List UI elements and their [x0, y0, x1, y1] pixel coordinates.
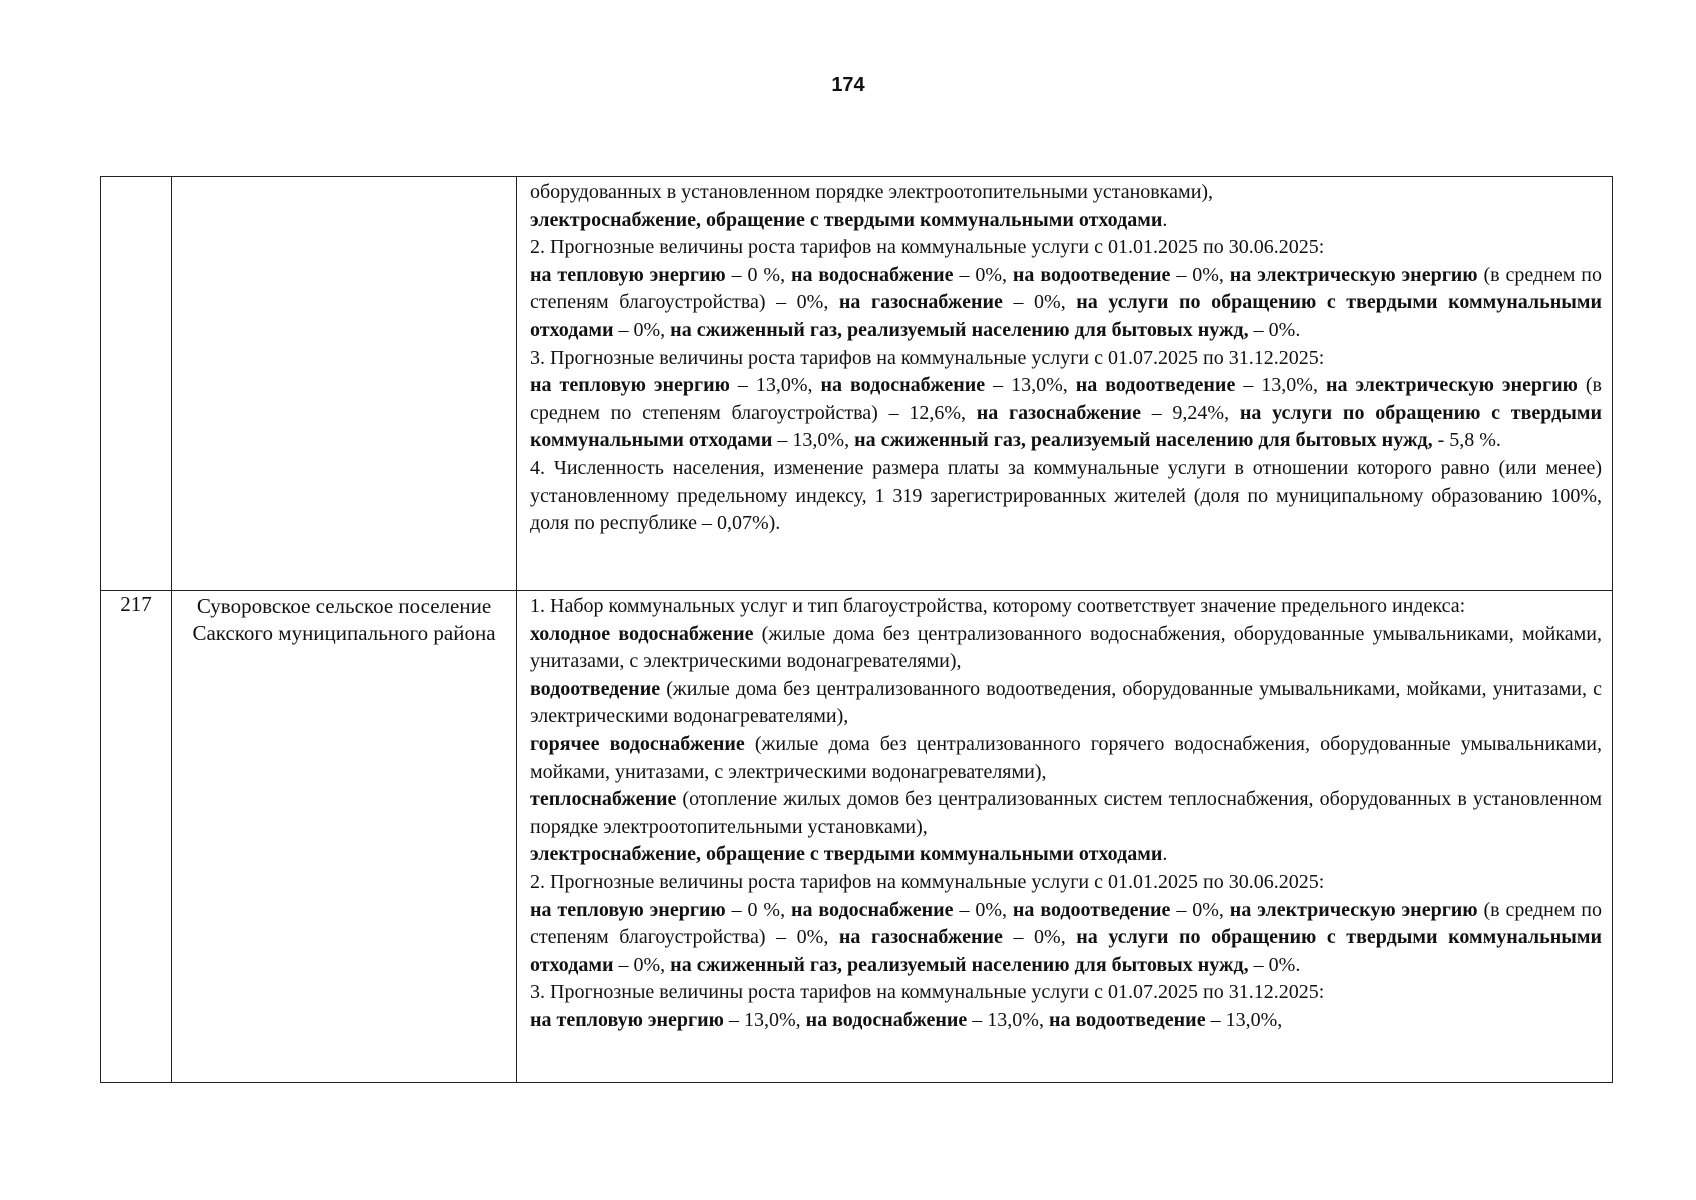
text-paragraph	[530, 676, 1602, 731]
text-run: (жилые дома без централизованного водоснабжения, оборудованные умывальниками, мойками, унитазами, с электрическими водонагревателями),	[530, 622, 1602, 673]
text-paragraph	[530, 1007, 1602, 1035]
bold-text: на водоснабжение	[790, 898, 954, 921]
text-run: .	[1162, 208, 1168, 231]
text-run: 3. Прогнозные величины роста тарифов на коммунальные услуги с 01.07.2025 по 31.12.2025:	[530, 346, 1325, 369]
text-run: – 13,0%,	[985, 374, 1076, 397]
text-run: – 9,24%,	[1140, 401, 1240, 424]
text-paragraph	[530, 897, 1602, 980]
row-number-cell	[101, 177, 172, 591]
bold-text: на электрическую энергию	[1229, 898, 1478, 921]
tariff-description-cell	[517, 177, 1613, 591]
text-run: – 13,0%,	[723, 1008, 806, 1031]
bold-text: на газоснабжение	[976, 401, 1141, 424]
text-run: (в среднем по степеням благоустройства) – 0%,	[530, 263, 1602, 314]
text-run: .	[1162, 843, 1168, 866]
bold-text: холодное водоснабжение	[530, 622, 754, 645]
text-paragraph	[530, 207, 1602, 235]
text-run: – 0%,	[1170, 263, 1230, 286]
text-run: – 13,0%,	[967, 1008, 1049, 1031]
bold-text: на водоснабжение	[805, 1008, 968, 1031]
text-paragraph	[530, 593, 1602, 621]
table-row	[101, 591, 1613, 1083]
text-run: 2. Прогнозные величины роста тарифов на коммунальные услуги с 01.01.2025 по 30.06.2025:	[530, 236, 1325, 259]
municipality-name-cell	[172, 177, 517, 591]
text-paragraph	[530, 179, 1602, 207]
text-run: – 13,0%,	[1205, 1008, 1283, 1031]
page-number: 174	[831, 74, 865, 96]
text-run: (в среднем по степеням благоустройства) – 0%,	[530, 898, 1602, 949]
text-run: (жилые дома без централизованного горячего водоснабжения, оборудованные умывальниками, мойками, унитазами, с электрическими водонагревателями),	[530, 732, 1602, 783]
text-run: – 0 %,	[725, 898, 791, 921]
bold-text: на сжиженный газ, реализуемый населению для бытовых нужд,	[670, 953, 1249, 976]
bold-text: на тепловую энергию	[530, 263, 726, 286]
bold-text: на водоснабжение	[790, 263, 954, 286]
bold-text: электроснабжение, обращение с твердыми коммунальными отходами	[530, 208, 1163, 231]
bold-text: на электрическую энергию	[1229, 263, 1478, 286]
bold-text: на услуги по обращению с твердыми коммунальными отходами	[530, 926, 1603, 976]
text-run: – 13,0%,	[1235, 374, 1326, 397]
bold-text: на тепловую энергию	[530, 374, 730, 397]
bold-text: на водоотведение	[1075, 374, 1236, 397]
text-run: – 0 %,	[725, 263, 791, 286]
bold-text: на тепловую энергию	[530, 1008, 724, 1031]
text-run: (жилые дома без централизованного водоотведения, оборудованные умывальниками, мойками, унитазами, с электрическими водонагревателями),	[530, 677, 1602, 728]
text-run: 2. Прогнозные величины роста тарифов на коммунальные услуги с 01.01.2025 по 30.06.2025:	[530, 870, 1325, 893]
tariff-description-cell	[517, 591, 1613, 1083]
text-run: оборудованных в установленном порядке электроотопительными установками),	[530, 181, 1214, 203]
bold-text: теплоснабжение	[530, 788, 677, 811]
bold-text: на водоотведение	[1048, 1008, 1206, 1031]
bold-text: на услуги по обращению с твердыми коммунальными отходами	[530, 291, 1603, 341]
text-run: – 13,0%,	[772, 429, 855, 452]
text-run: – 0%,	[953, 263, 1013, 286]
text-run: - 5,8 %.	[1432, 429, 1501, 452]
bold-text: на услуги по обращению с твердыми коммунальными отходами	[530, 401, 1603, 452]
text-run: – 13,0%,	[729, 374, 821, 397]
text-run: – 0%,	[1170, 898, 1230, 921]
text-paragraph	[530, 455, 1602, 538]
bold-text: на сжиженный газ, реализуемый населению для бытовых нужд,	[670, 318, 1249, 341]
bold-text: на газоснабжение	[838, 926, 1003, 949]
text-run: 3. Прогнозные величины роста тарифов на коммунальные услуги с 01.07.2025 по 31.12.2025:	[530, 981, 1325, 1004]
bold-text: на сжиженный газ, реализуемый населению для бытовых нужд,	[854, 429, 1433, 452]
bold-text: на водоотведение	[1012, 263, 1171, 286]
text-run: – 0%,	[613, 318, 671, 341]
tariff-table	[100, 176, 1613, 1083]
row-number-cell: 217	[101, 591, 172, 1083]
text-paragraph	[530, 731, 1602, 786]
text-paragraph	[530, 786, 1602, 841]
text-paragraph	[530, 262, 1602, 345]
text-run: – 0%,	[953, 898, 1013, 921]
table-row	[101, 177, 1613, 591]
text-run: 4. Численность населения, изменение размера платы за коммунальные услуги в отношении которого равно (или менее) установленному предельному индексу, 1 319 зарегистрированных жителей (доля по муниципальному образованию 100%, доля по республике – 0,07%).	[530, 456, 1602, 535]
text-paragraph	[530, 841, 1602, 869]
text-run: – 0%.	[1248, 318, 1301, 341]
text-paragraph	[530, 234, 1602, 262]
text-run: – 0%.	[1248, 953, 1301, 976]
text-run: – 0%,	[1002, 926, 1077, 949]
bold-text: горячее водоснабжение	[530, 732, 745, 755]
municipality-name-cell: Суворовское сельское поселение Сакского муниципального района	[172, 591, 517, 1083]
text-paragraph	[530, 345, 1602, 373]
text-paragraph	[530, 979, 1602, 1007]
bold-text: электроснабжение, обращение с твердыми коммунальными отходами	[530, 843, 1163, 866]
text-run: (в среднем по степеням благоустройства) – 12,6%,	[530, 374, 1602, 424]
bold-text: на водоснабжение	[820, 374, 986, 397]
bold-text: на тепловую энергию	[530, 898, 726, 921]
text-run: 1. Набор коммунальных услуг и тип благоустройства, которому соответствует значение предельного индекса:	[530, 595, 1466, 617]
text-paragraph	[530, 372, 1602, 455]
text-run: – 0%,	[1002, 291, 1077, 314]
text-paragraph	[530, 621, 1602, 676]
bold-text: на водоотведение	[1012, 898, 1171, 921]
text-run: (отопление жилых домов без централизованных систем теплоснабжения, оборудованных в установленном порядке электроотопительными установками),	[530, 788, 1602, 838]
bold-text: на электрическую энергию	[1325, 374, 1578, 397]
bold-text: водоотведение	[530, 677, 661, 700]
bold-text: на газоснабжение	[838, 291, 1003, 314]
text-run: – 0%,	[613, 953, 671, 976]
text-paragraph	[530, 869, 1602, 897]
